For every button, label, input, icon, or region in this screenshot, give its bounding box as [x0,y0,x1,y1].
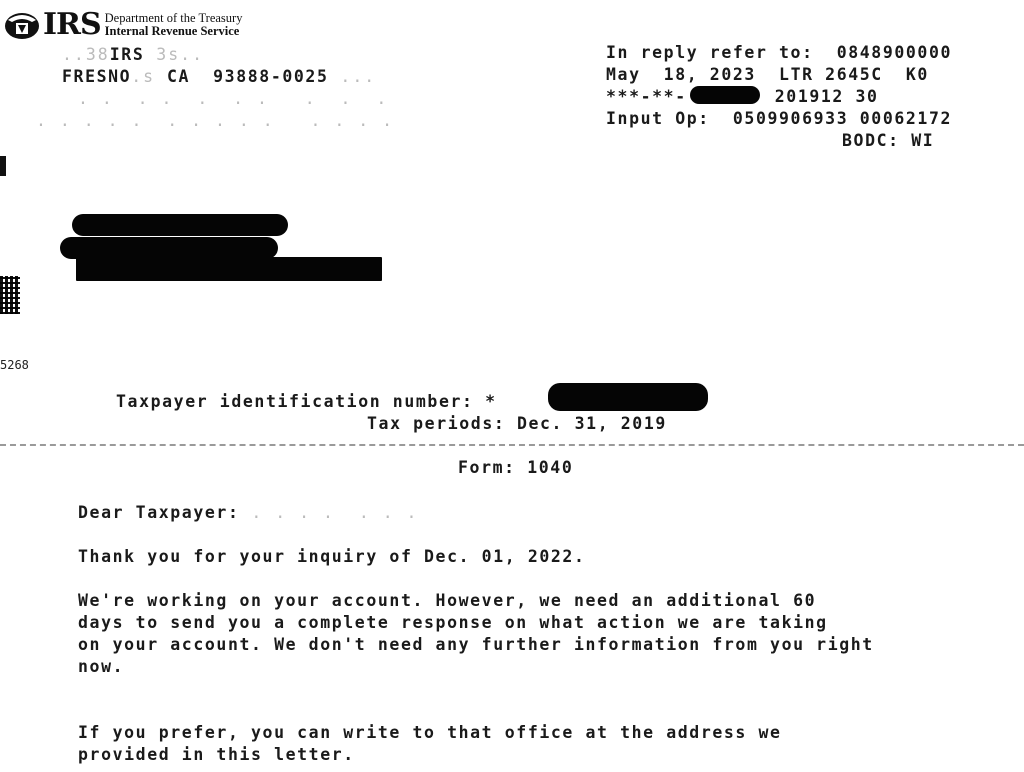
return-address-city: FRESNO [62,67,132,86]
edge-mark [0,156,6,176]
form-label: Form: [458,458,516,477]
ssn-prefix: ***-**- [606,87,687,106]
return-address-line-1: ..38IRS 3s.. [62,45,205,64]
redaction-recipient-street [76,257,382,281]
form-value: 1040 [527,458,574,477]
redaction-recipient-name [72,214,288,236]
form-line [458,457,573,479]
redaction-ssn [690,86,760,104]
tax-periods-value: Dec. 31, 2019 [516,414,667,433]
return-address-noise-2: . . . . . . . . . . . . . . [36,111,395,130]
tax-periods-line [367,413,667,435]
paragraph-2-line-3: on your account. We don't need any further information from you right [78,635,874,654]
irs-logo [3,7,243,42]
irs-eagle-icon [3,10,41,40]
ssn-suffix: 201912 30 [774,87,879,106]
salutation: Dear Taxpayer: . . . . . . . [78,503,419,522]
reply-refer-line [606,42,952,64]
barcode-icon [0,276,20,314]
department-heading [105,12,243,38]
input-op-label: Input Op: [606,109,710,128]
paragraph-3-line-2: provided in this letter. [78,745,355,764]
paragraph-3-line-1: If you prefer, you can write to that office at the address we [78,723,782,742]
tin-label: Taxpayer identification number: [116,392,474,411]
letter-date: May 18, 2023 [606,65,756,84]
return-address-irs: IRS [109,45,145,64]
side-number: 5268 [0,358,29,372]
return-address-line-2: FRESNO.s CA 93888-0025 ... [62,67,377,86]
tin-line [116,391,497,413]
tax-periods-label: Tax periods: [367,414,506,433]
redaction-tin [548,383,708,411]
tin-value: * [485,392,497,411]
salutation-text: Dear Taxpayer: [78,503,240,522]
irs-logo-text: IRS [43,7,101,42]
paragraph-2-line-1: We're working on your account. However, we need an additional 60 [78,591,817,610]
letter-code: LTR 2645C K0 [779,65,929,84]
return-address-noise-1: . . . . . . . . . . [78,89,389,108]
paragraph-2-line-4: now. [78,657,125,676]
paragraph-2-line-2: days to send you a complete response on what action we are taking [78,613,828,632]
department-line-1: Department of the Treasury [104,11,243,25]
input-op-line [606,108,952,130]
date-letter-line [606,64,929,86]
department-line-2: Internal Revenue Service [104,24,240,38]
redaction-recipient-line-2 [60,237,278,259]
scan-divider [0,444,1024,446]
input-op-value: 0509906933 00062172 [732,109,953,128]
paragraph-1: Thank you for your inquiry of Dec. 01, 2022. [78,547,586,566]
reply-label: In reply refer to: [606,43,814,62]
return-address-state-zip: CA 93888-0025 [167,67,329,86]
reply-number: 0848900000 [836,43,953,62]
bodc-code: BODC: WI [842,131,935,150]
